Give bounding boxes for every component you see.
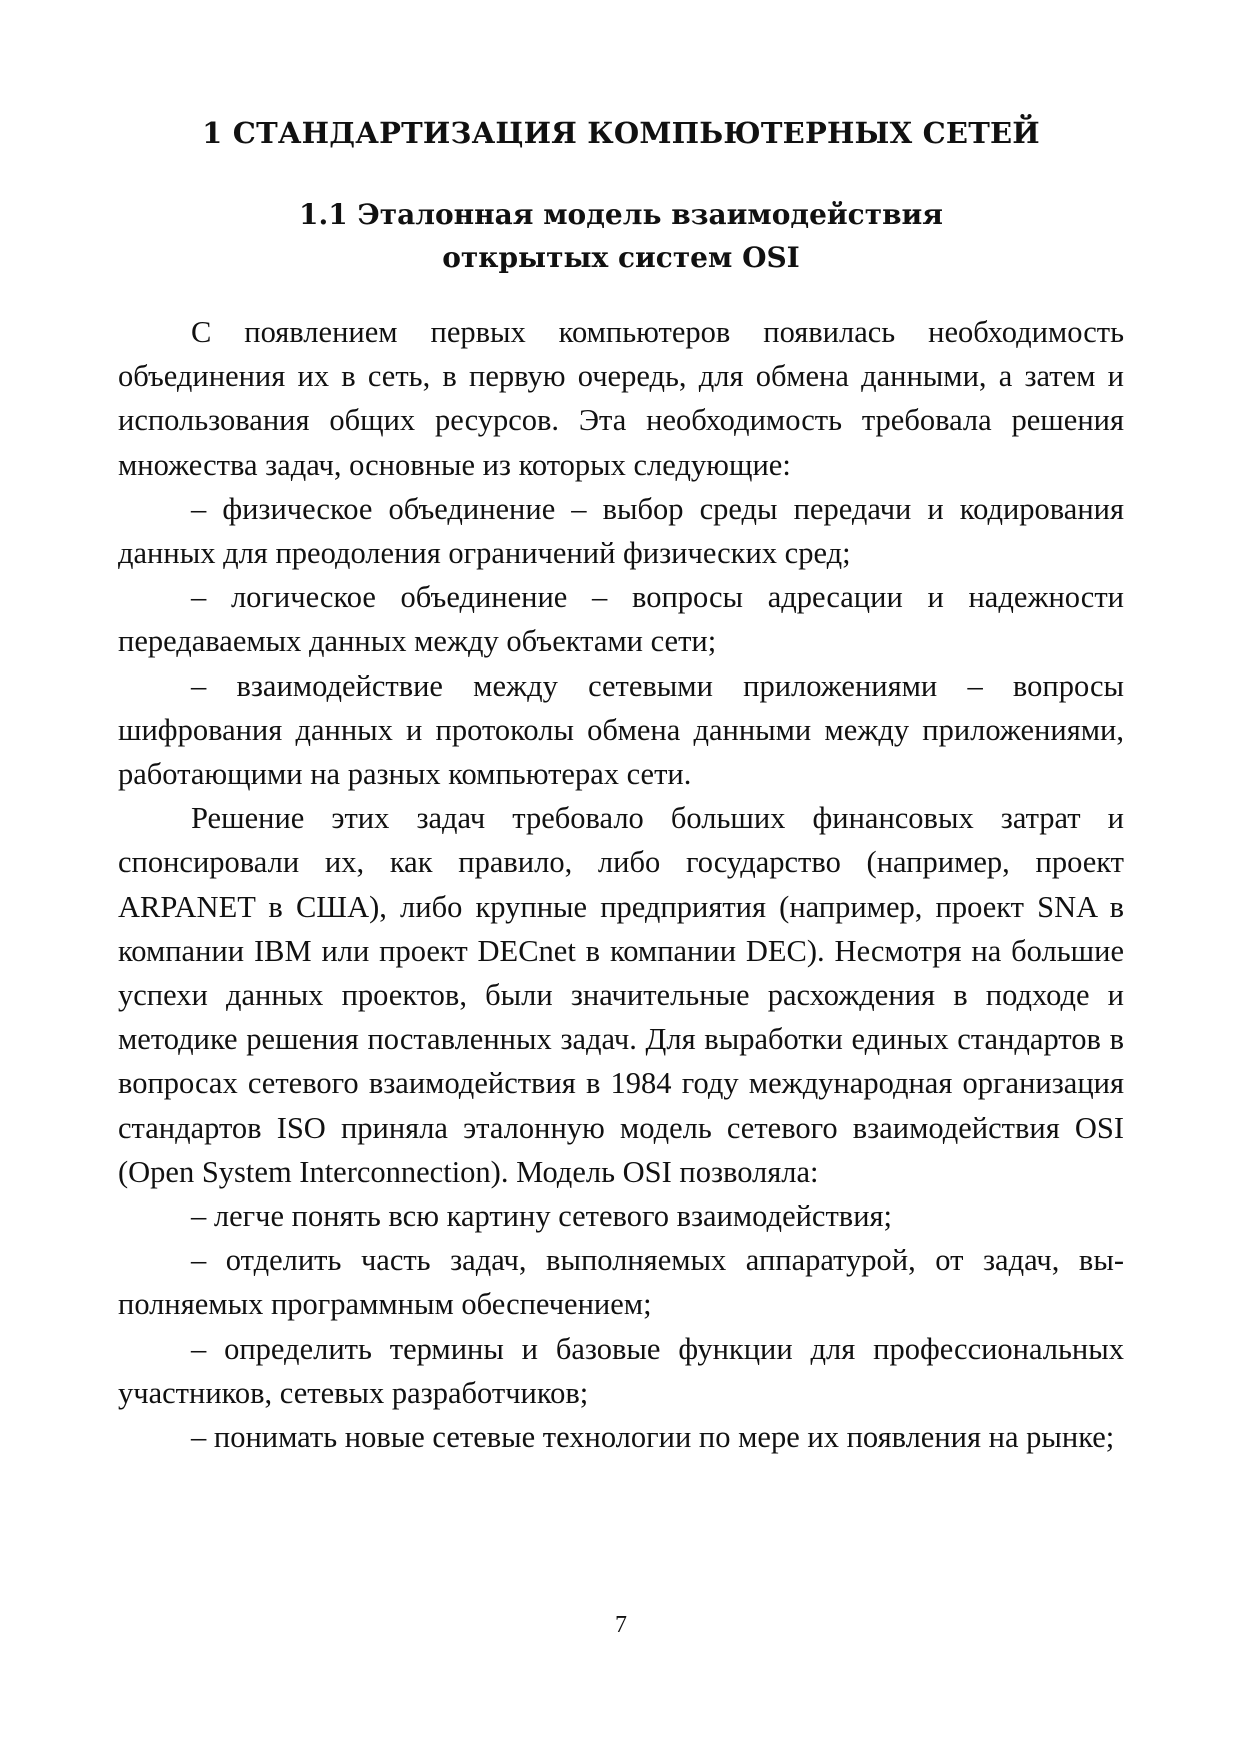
document-page xyxy=(118,0,1124,1754)
section-title xyxy=(118,193,1124,279)
page-number: 7 xyxy=(615,1612,627,1638)
list-item-understand: – легче понять всю картину сетевого взаимодействия; xyxy=(191,1199,893,1234)
list-item-physical: – физическое объединение – выбор среды передачи и кодирования данных для преодоления ограничений физических сред; xyxy=(118,491,1124,571)
list-item-separate: – отделить часть задач, выполняемых аппаратурой, от задач, выполняемых программным обеспечением; xyxy=(118,1243,1124,1322)
list-item-logical: – логическое объединение – вопросы адресации и надежности передаваемых данных между объектами сети; xyxy=(118,580,1124,659)
section-title-line-2: открытых систем OSI xyxy=(442,241,800,274)
body-text xyxy=(118,310,1124,1459)
list-item-new-technologies: – понимать новые сетевые технологии по мере их появления на рынке; xyxy=(191,1420,1115,1455)
section-title-line-1: 1.1 Эталонная модель взаимодействия xyxy=(299,198,943,231)
paragraph-osi-history: Решение этих задач требовало больших финансовых затрат и спонсировали их, как правило, либо государство (например, проект ARPANET в США), либо крупные предприятия (например, проект SNA в компании IBM или проект DECnet в компании DEC). Несмотря на большие успехи данных проектов, были значительные расхождения в подходе и методике решения поставленных задач. Для выработки единых стандартов в вопросах сетевого взаимодействия в 1984 году международная организация стандартов ISO приняла эталонную модель сетевого взаимодействия OSI (Open System Interconnection). Модель OSI позволяла: xyxy=(118,801,1124,1189)
paragraph-intro: С появлением первых компьютеров появилась необходимость объединения их в сеть, в первую очередь, для обмена данными, а затем и использования общих ресурсов. Эта необходимость требовала решения множества задач, основные из которых следующие: xyxy=(118,315,1124,482)
list-item-applications: – взаимодействие между сетевыми приложениями – вопросы шифрования данных и протоколы обмена данными между приложениями, работающими на разных компьютерах сети. xyxy=(118,668,1124,792)
chapter-title: 1 СТАНДАРТИЗАЦИЯ КОМПЬЮТЕРНЫХ СЕТЕЙ xyxy=(202,116,1040,150)
list-item-define-terms: – определить термины и базовые функции для профессиональных участников, сетевых разработчиков; xyxy=(118,1331,1124,1410)
